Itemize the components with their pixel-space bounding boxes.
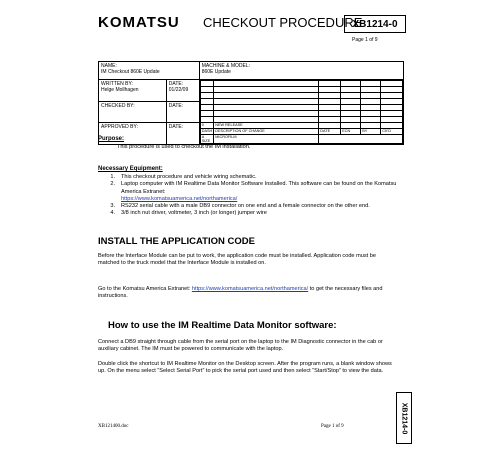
list-item-number: 1. (110, 174, 115, 180)
list-item-number: 2. (110, 181, 115, 188)
install-heading: INSTALL THE APPLICATION CODE (98, 236, 255, 247)
date-label: DATE: (168, 81, 184, 87)
install-paragraph-1: Before the Interface Module can be put to work, the application code must be installed. Application code must be matched to the truck model that the Interface Module is installed on. (98, 253, 376, 267)
list-item-text: This checkout procedure and vehicle wiring schematic. (121, 174, 257, 180)
rev-header-dash: DASH (201, 129, 213, 133)
written-by-cell (99, 80, 167, 102)
side-document-number-box (396, 392, 412, 444)
list-item (99, 210, 399, 217)
purpose-label: Purpose: (98, 136, 125, 142)
rev-header-description: DESCRIPTION OF CHANGE (214, 129, 319, 135)
install-paragraph-2-post: to get the necessary files and instructions. (98, 286, 383, 300)
list-item (99, 181, 399, 203)
written-date-value: 01/22/09 (168, 87, 189, 94)
list-item-number: 3. (110, 203, 115, 210)
revision-number: 0 (200, 123, 214, 129)
document-title: CHECKOUT PROCEDURE (203, 15, 363, 30)
approved-by-label: APPROVED BY: (101, 123, 138, 130)
howto-paragraph-1: Connect a DB9 straight through cable from the serial port on the laptop to the IM Diagnostic connector in the cab or auxiliary cabinet. The IM must be powered to communicate with the laptop. (98, 339, 383, 353)
extranet-link[interactable]: https://www.komatsuamerica.net/northamerica/ (121, 195, 238, 202)
machine-value: 860E Update (201, 69, 231, 76)
footer-page-number: Page 1 of 9 (321, 424, 344, 429)
revision-table (200, 80, 403, 144)
list-item (99, 174, 399, 181)
equipment-label: Necessary Equipment: (98, 166, 163, 172)
rev-header-by: BY (361, 129, 381, 135)
written-date-cell (166, 80, 199, 102)
name-cell (99, 62, 200, 80)
rev-media: MICROFILM (214, 135, 319, 144)
howto-paragraph-2: Double click the shortcut to IM Realtime Monitor on the Desktop screen. After the program runs, a blank window shows up. On the menu select “Select Serial Port” to pick the serial port used and then select “Start/Stop” to view the data. (98, 361, 392, 375)
checked-by-cell (99, 102, 167, 122)
equipment-list (99, 174, 399, 218)
document-number-box (344, 15, 406, 33)
komatsu-logo: KOMATSU (98, 14, 180, 31)
rev-header-ckd: CK'D (381, 129, 403, 135)
checked-date-label: DATE: (168, 103, 184, 110)
checked-by-label: CHECKED BY: (101, 103, 135, 110)
written-by-value: Helge Mollhagen (101, 87, 139, 94)
install-paragraph-2-pre: Go to the Komatsu America Extranet: (98, 286, 192, 292)
list-item-number: 4. (110, 210, 115, 217)
name-label: NAME: (101, 63, 117, 69)
approved-date-label: DATE: (168, 123, 184, 130)
machine-cell (199, 62, 403, 80)
side-document-number: XB1214-0 (400, 402, 408, 434)
written-by-label: WRITTEN BY: (101, 81, 133, 87)
rev-header-date: DATE (319, 129, 341, 135)
name-value: IM Checkout 860E Update (101, 69, 160, 76)
approved-date-cell (166, 122, 199, 145)
install-extranet-link[interactable]: https://www.komatsuamerica.net/northamerica/ (191, 286, 309, 292)
revision-block (199, 80, 403, 145)
list-item-text: Laptop computer with IM Realtime Data Monitor Software Installed. This software can be found on the Komatsu America Extranet: (121, 181, 397, 195)
footer-filename: XB121400.doc (98, 424, 129, 429)
machine-label: MACHINE & MODEL: (201, 63, 251, 69)
page-indicator: Page 1 of 9 (352, 37, 378, 43)
info-table (98, 61, 404, 145)
list-item-text: 3/8 inch nut driver, voltmeter, 3 inch (or longer) jumper wire (121, 210, 267, 217)
list-item (99, 203, 399, 210)
checked-date-cell (166, 102, 199, 122)
rev-size: A SIZE (200, 135, 214, 144)
document-number: XB1214-0 (352, 18, 398, 30)
rev-header-ecn: ECN (341, 129, 361, 135)
list-item-text: RS232 serial cable with a male DB9 connector on one end and a female connector on the other end. (121, 203, 370, 210)
purpose-text: This procedure is used to checkout the IM installation. (117, 144, 251, 150)
howto-heading: How to use the IM Realtime Data Monitor software: (108, 320, 337, 331)
install-paragraph-2 (98, 286, 390, 301)
revision-description: NEW RELEASE (214, 123, 319, 129)
